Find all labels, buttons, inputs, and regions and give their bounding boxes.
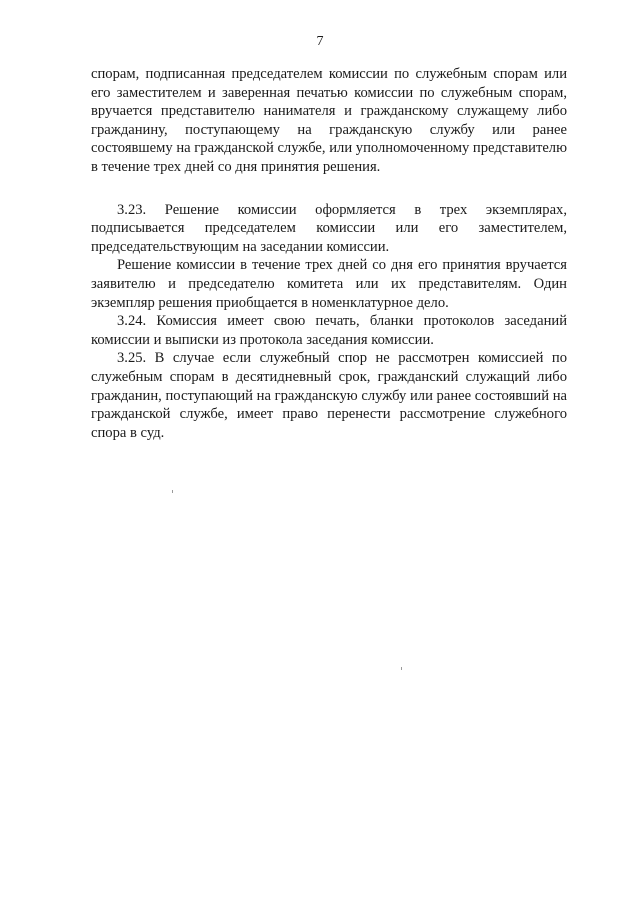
paragraph-3-24: 3.24. Комиссия имеет свою печать, бланки протоколов заседаний комиссии и выписки из протокола заседания комиссии.: [91, 313, 567, 348]
paragraph-3-23: 3.23. Решение комиссии оформляется в трех экземплярах, подписывается председателем комиссии или его заместителем, председательствующим на заседании комиссии.: [91, 201, 567, 255]
scan-speck: [401, 667, 402, 670]
document-body: [91, 65, 567, 442]
page-number: 7: [316, 34, 324, 49]
paragraph-decision-delivery: Решение комиссии в течение трех дней со дня его принятия вручается заявителю и председателю комитета или их представителям. Один экземпляр решения приобщается в номенклатурное дело.: [91, 257, 567, 311]
paragraph-3-25: 3.25. В случае если служебный спор не рассмотрен комиссией по служебным спорам в десятидневный срок, гражданский служащий либо гражданин, поступающий на гражданскую службу или ранее состоявший на гражданской службе, имеет право перенести рассмотрение служебного спора в суд.: [91, 350, 567, 441]
paragraph-continuation: спорам, подписанная председателем комиссии по служебным спорам или его заместителем и заверенная печатью комиссии по служебным спорам, вручается представителю нанимателя и гражданскому служащему либо гражданину, поступающему на гражданскую службу или ранее состоявшему на гражданской службе, или уполномоченному представителю в течение трех дней со дня принятия решения.: [91, 66, 567, 175]
scan-speck: [172, 490, 173, 493]
